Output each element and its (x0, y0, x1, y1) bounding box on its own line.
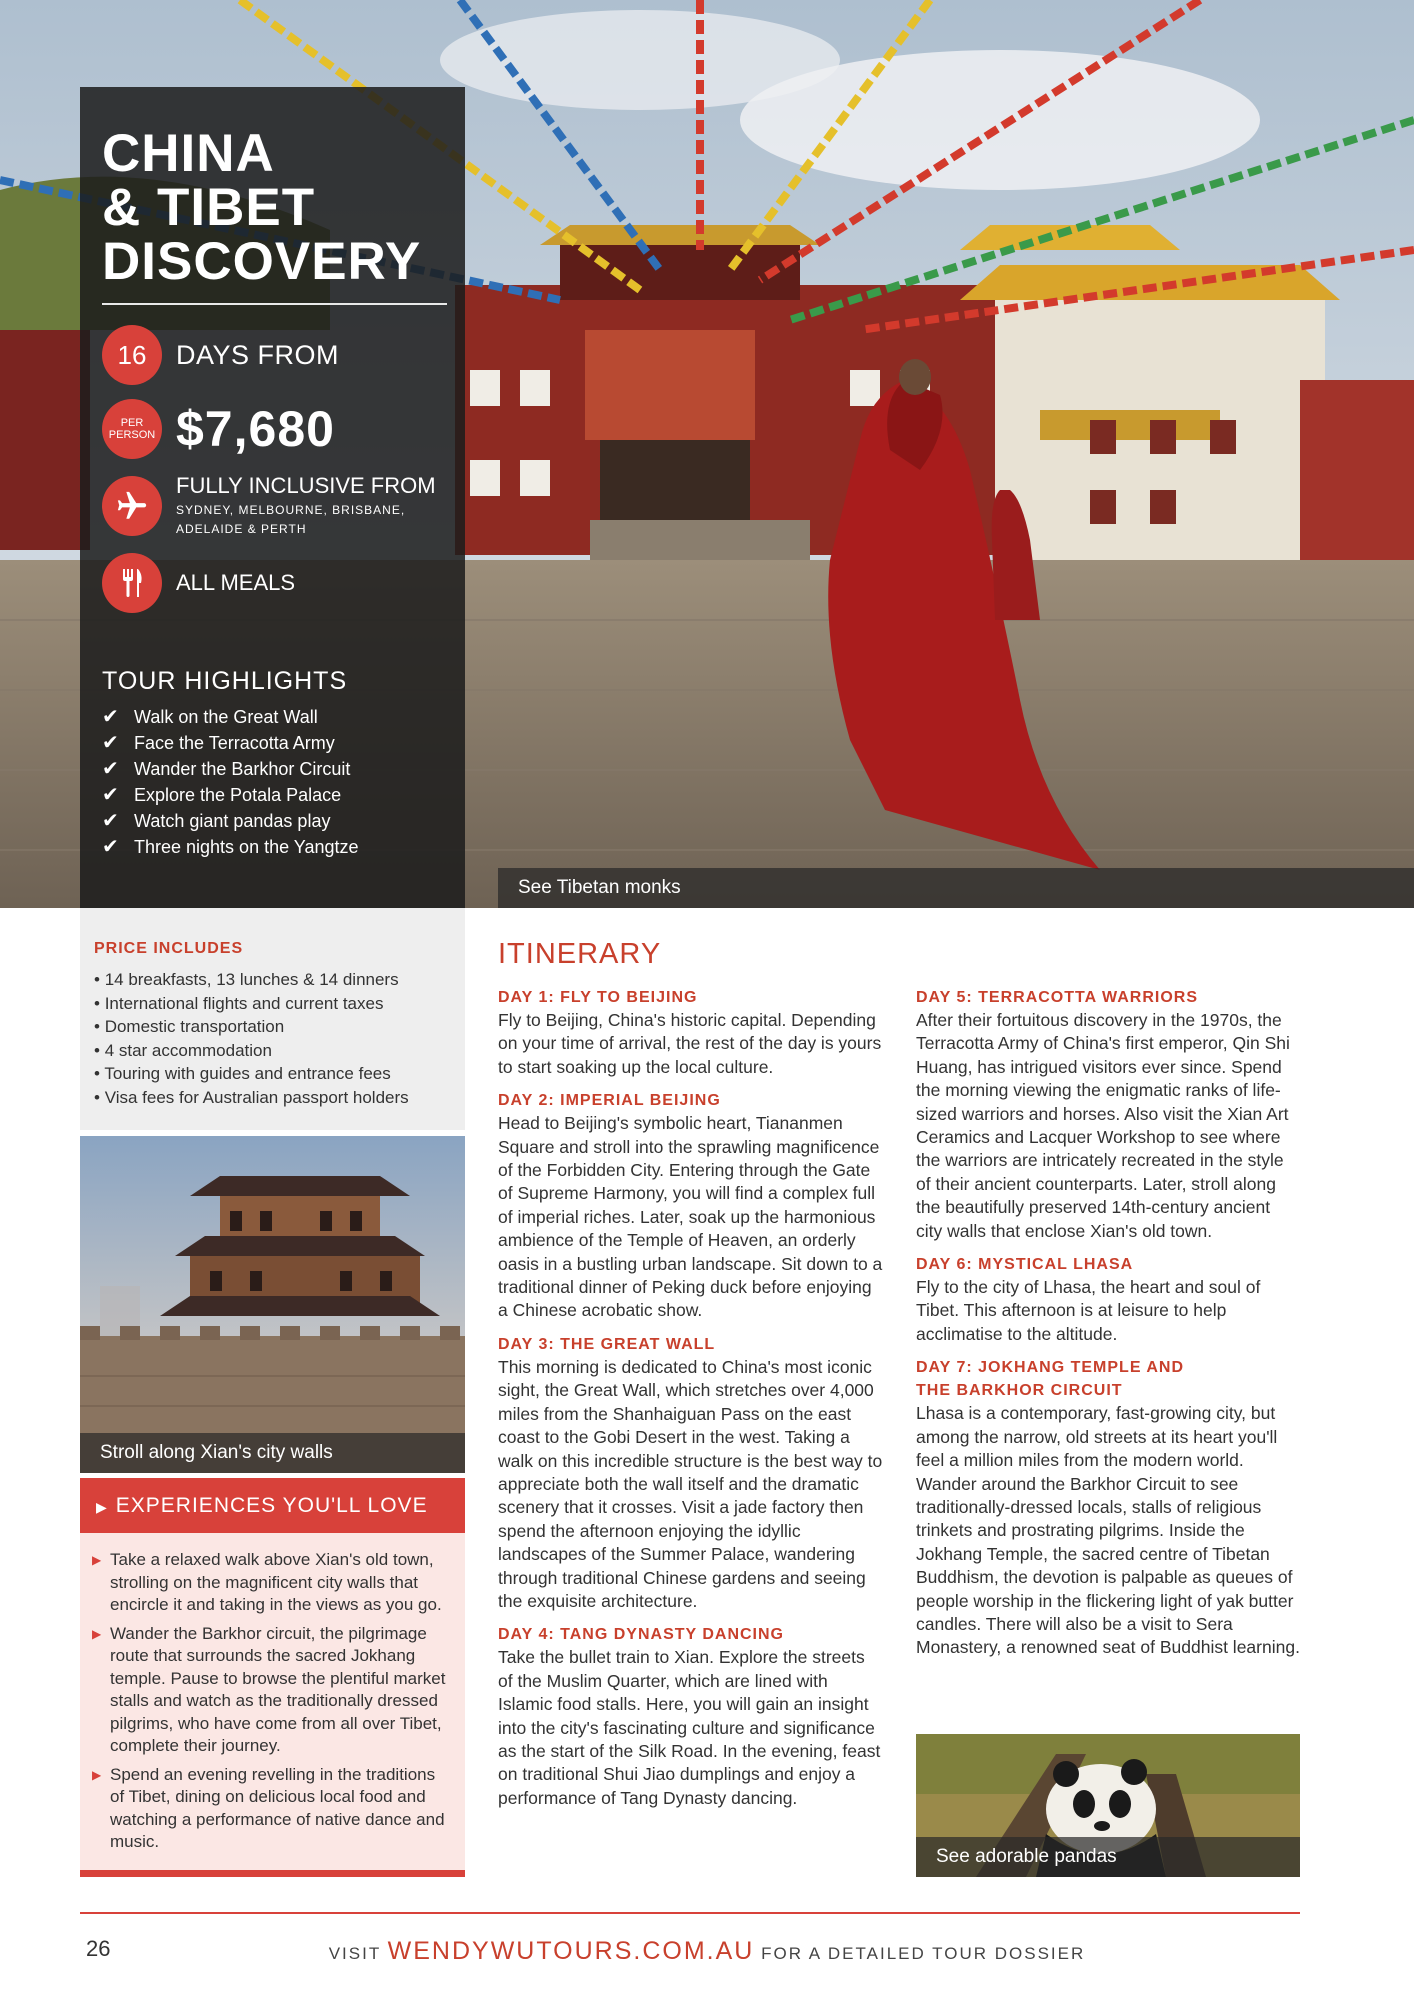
day-text: After their fortuitous discovery in the 1970s, the Terracotta Army of China's first emperor, Qin Shi Huang, has intrigued visitors ever since. Spend the morning viewing the enigmatic ranks of life-sized warriors and horses. Also visit the Xian Art Ceramics and Lacquer Workshop to see where the warriors are intricately recreated in the style of their ancient counterparts. Later, stroll along the beautifully preserved 14th-century ancient city walls that enclose Xian's old town. (916, 1010, 1290, 1241)
footer-cta (0, 1937, 1414, 1966)
tour-title (102, 124, 445, 291)
tour-title-line2: & TIBET (102, 178, 316, 237)
highlights-heading: TOUR HIGHLIGHTS (102, 667, 348, 695)
check-icon: ✔ (102, 732, 119, 754)
itinerary-day (916, 1253, 1301, 1346)
price-include-item: • Touring with guides and entrance fees (94, 1062, 451, 1086)
day-title: DAY 6: MYSTICAL LHASA (916, 1256, 1134, 1274)
price-includes-heading: PRICE INCLUDES (94, 940, 244, 957)
highlight-item: ✔ Face the Terracotta Army (102, 732, 335, 754)
check-icon: ✔ (102, 784, 119, 806)
day-text: This morning is dedicated to China's most iconic sight, the Great Wall, which stretches over 4,000 miles from the Shanhaiguan Pass on the east coast to the Gobi Desert in the west. Taking a walk on this incredible structure is the best way to appreciate both the wall itself and the dramatic scenery that it crosses. Visit a jade factory then spend the afternoon enjoying the idyllic landscapes of the Summer Palace, wandering through traditional Chinese gardens and seeing the exquisite architecture. (498, 1356, 883, 1611)
xian-walls-photo (80, 1136, 465, 1473)
itinerary-column-1 (498, 986, 883, 1820)
highlights-list (102, 704, 445, 860)
price-include-item: • 14 breakfasts, 13 lunches & 14 dinners (94, 968, 451, 992)
highlight-item: ✔ Explore the Potala Palace (102, 784, 342, 806)
tour-price: $7,680 (176, 401, 335, 457)
hero-caption: See Tibetan monks (498, 868, 1414, 908)
itinerary-day (916, 986, 1301, 1243)
xian-caption: Stroll along Xian's city walls (80, 1433, 465, 1473)
footer-visit: VISIT (328, 1944, 381, 1963)
check-icon: ✔ (102, 706, 119, 728)
days-badge: 16 (102, 325, 162, 385)
itinerary-day (916, 1356, 1301, 1659)
footer-divider (80, 1912, 1300, 1914)
website-link[interactable]: WENDYWUTOURS.COM.AU (387, 1937, 755, 1965)
experience-item: ▶ Spend an evening revelling in the traditions of Tibet, dining on delicious local food and watching a performance of native dance and music. (92, 1764, 447, 1854)
day-title: DAY 2: IMPERIAL BEIJING (498, 1092, 721, 1110)
experiences-list (80, 1533, 465, 1854)
highlight-item: ✔ Wander the Barkhor Circuit (102, 758, 351, 780)
title-divider (102, 303, 447, 305)
meals-stat (102, 553, 445, 613)
check-icon: ✔ (102, 836, 119, 858)
check-icon: ✔ (102, 758, 119, 780)
panda-caption: See adorable pandas (916, 1837, 1300, 1877)
day-text: Lhasa is a contemporary, fast-growing city, but among the narrow, old streets at its heart you'll feel a million miles from the modern world. Wander around the Barkhor Circuit to see traditionally-dressed locals, stalls of religious trinkets and prostrating pilgrims. Inside the Jokhang Temple, the sacred centre of Tibetan Buddhism, the devotion is palpable as queues of people worship in the flickering light of yak butter candles. There will also be a visit to Sera Monastery, a renowned seat of Buddhist learning. (916, 1403, 1300, 1658)
arrow-right-icon: ▶ (96, 1499, 108, 1515)
per-person-badge: PER PERSON (102, 399, 162, 459)
experiences-heading: EXPERIENCES YOU'LL LOVE (115, 1494, 428, 1517)
itinerary-day (498, 1623, 883, 1810)
tour-title-line3: DISCOVERY (102, 232, 422, 291)
footer-suffix: FOR A DETAILED TOUR DOSSIER (761, 1944, 1086, 1963)
cutlery-icon (102, 553, 162, 613)
day-text: Head to Beijing's symbolic heart, Tiananmen Square and stroll into the sprawling magnificence of the Forbidden City. Entering through the Gate of Supreme Harmony, you will find a complex full of imperial riches. Later, soak up the harmonious ambience of the Temple of Heaven, an orderly oasis in a bustling urban landscape. Sit down to a traditional dinner of Peking duck before enjoying a Chinese acrobatic show. (498, 1113, 883, 1321)
itinerary-column-2 (916, 986, 1301, 1670)
experience-item: ▶ Wander the Barkhor circuit, the pilgrimage route that surrounds the sacred Jokhang temple. Pause to browse the plentiful market stalls and watch as the traditionally dressed pilgrims, who have come from all over Tibet, complete their journey. (92, 1623, 447, 1758)
check-icon: ✔ (102, 810, 119, 832)
plane-icon (102, 476, 162, 536)
inclusive-cities-line2: ADELAIDE & PERTH (176, 522, 307, 536)
highlight-item: ✔ Walk on the Great Wall (102, 706, 318, 728)
itinerary-day (498, 1333, 883, 1613)
day-text: Fly to Beijing, China's historic capital. Depending on your time of arrival, the rest of the day is yours to start soaking up the local culture. (498, 1010, 882, 1077)
day-title: DAY 1: FLY TO BEIJING (498, 989, 698, 1006)
panda-photo (916, 1734, 1300, 1877)
price-include-item: • Visa fees for Australian passport holders (94, 1086, 451, 1110)
day-text: Take the bullet train to Xian. Explore the streets of the Muslim Quarter, which are lined with Islamic food stalls. Here, you will gain an insight into the city's fascinating culture and significance as the start of the Silk Road. In the evening, feast on traditional Shui Jiao dumplings and enjoy a performance of Tang Dynasty dancing. (498, 1647, 881, 1808)
inclusive-label: FULLY INCLUSIVE FROM (176, 473, 436, 498)
tour-title-line1: CHINA (102, 124, 275, 183)
inclusive-cities-line1: SYDNEY, MELBOURNE, BRISBANE, (176, 503, 406, 517)
itinerary-heading: ITINERARY (498, 938, 662, 970)
days-stat (102, 325, 445, 385)
price-include-item: • International flights and current taxes (94, 992, 451, 1016)
highlight-item: ✔ Three nights on the Yangtze (102, 836, 359, 858)
tour-summary-panel (80, 87, 465, 908)
page-number: 26 (86, 1936, 111, 1961)
experiences-header (80, 1478, 465, 1533)
price-stat (102, 399, 445, 459)
day-title: DAY 4: TANG DYNASTY DANCING (498, 1626, 784, 1644)
experiences-box (80, 1478, 465, 1877)
itinerary-day (498, 986, 883, 1079)
day-title: DAY 3: THE GREAT WALL (498, 1335, 716, 1353)
days-label: DAYS FROM (176, 339, 340, 370)
price-includes-box (80, 908, 465, 1130)
day-title: DAY 7: JOKHANG TEMPLE AND THE BARKHOR CIRCUIT (916, 1359, 1184, 1400)
inclusive-stat (102, 473, 445, 539)
experience-item: ▶ Take a relaxed walk above Xian's old town, strolling on the magnificent city walls that encircle it and taking in the views as you go. (92, 1549, 447, 1617)
meals-label: ALL MEALS (176, 570, 296, 595)
itinerary-day (498, 1089, 883, 1323)
price-include-item: • Domestic transportation (94, 1015, 451, 1039)
day-text: Fly to the city of Lhasa, the heart and soul of Tibet. This afternoon is at leisure to help acclimatise to the altitude. (916, 1277, 1261, 1344)
xian-illustration (80, 1136, 465, 1473)
day-title: DAY 5: TERRACOTTA WARRIORS (916, 989, 1199, 1006)
price-includes-list (94, 968, 451, 1110)
price-include-item: • 4 star accommodation (94, 1039, 451, 1063)
highlight-item: ✔ Watch giant pandas play (102, 810, 331, 832)
